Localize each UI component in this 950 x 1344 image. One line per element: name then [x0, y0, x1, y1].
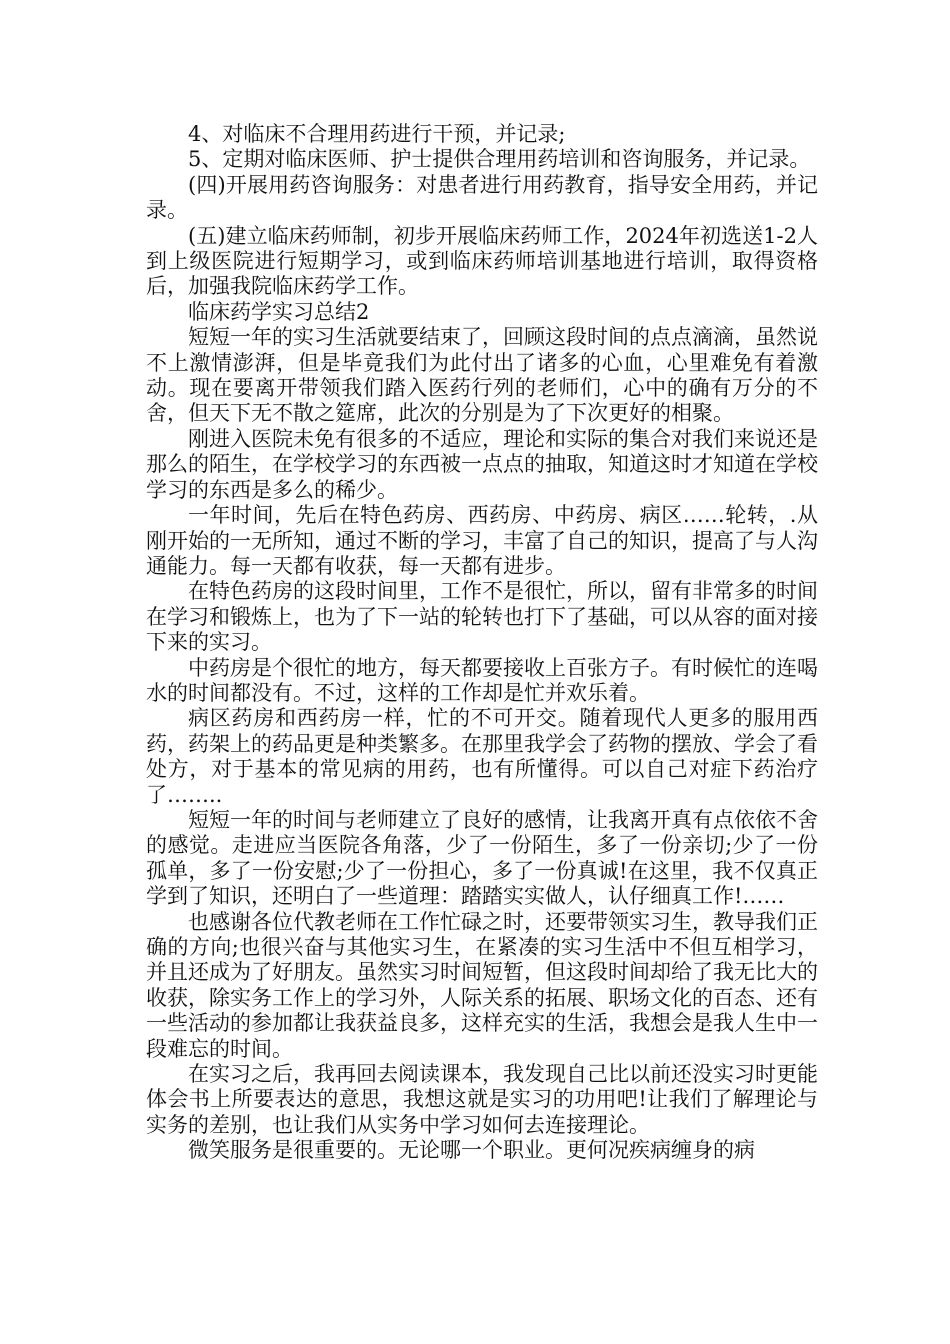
paragraph-clinical-pharmacist: (五)建立临床药师制，初步开展临床药师工作，2024年初选送1-2人到上级医院进行短期学习，或到临床药师培训基地进行培训，取得资格后，加强我院临床药学工作。: [146, 223, 818, 299]
paragraph-chinese-pharmacy: 中药房是个很忙的地方，每天都要接收上百张方子。有时候忙的连喝水的时间都没有。不过，这样的工作却是忙并欢乐着。: [146, 655, 818, 705]
paragraph-after-internship: 在实习之后，我再回去阅读课本，我发现自己比以前还没实习时更能体会书上所要表达的意思，我想这就是实习的功用吧!让我们了解理论与实务的差别，也让我们从实务中学习如何去连接理论。: [146, 1062, 818, 1137]
section-title: 临床药学实习总结2: [188, 299, 370, 324]
paragraph-rotation: 一年时间，先后在特色药房、西药房、中药房、病区……轮转，.从刚开始的一无所知，通过不断的学习，丰富了自己的知识，提高了与人沟通能力。每一天都有收获，每一天都有进步。: [146, 503, 818, 578]
paragraph-ward-pharmacy: 病区药房和西药房一样，忙的不可开交。随着现代人更多的服用西药，药架上的药品更是种类繁多。在那里我学会了药物的摆放、学会了看处方，对于基本的常见病的用药，也有所懂得。可以自己对症下药治疗了……..: [146, 706, 818, 807]
document-page: [146, 122, 818, 1164]
paragraph-arrival: 刚进入医院未免有很多的不适应，理论和实际的集合对我们来说还是那么的陌生，在学校学习的东西被一点点的抽取，知道这时才知道在学校学习的东西是多么的稀少。: [146, 426, 818, 502]
paragraph-intro: 短短一年的实习生活就要结束了，回顾这段时间的点点滴滴，虽然说不上激情澎湃，但是毕竟我们为此付出了诸多的心血，心里难免有着激动。现在要离开带领我们踏入医药行列的老师们，心中的确有万分的不舍，但天下无不散之筵席，此次的分别是为了下次更好的相聚。: [146, 325, 818, 426]
paragraph-thanks: 也感谢各位代教老师在工作忙碌之时，还要带领实习生，教导我们正确的方向;也很兴奋与其他实习生，在紧凑的实习生活中不但互相学习，并且还成为了好朋友。虽然实习时间短暂，但这段时间却给了我无比大的收获，除实务工作上的学习外，人际关系的拓展、职场文化的百态、还有一些活动的参加都让我获益良多，这样充实的生活，我想会是我人生中一段难忘的时间。: [146, 909, 818, 1061]
paragraph-item-4: 4、对临床不合理用药进行干预，并记录;: [188, 122, 566, 146]
paragraph-smile-service: 微笑服务是很重要的。无论哪一个职业。更何况疾病缠身的病: [188, 1138, 755, 1163]
paragraph-relationship: 短短一年的时间与老师建立了良好的感情，让我离开真有点依依不舍的感觉。走进应当医院各角落，少了一份陌生，多了一份亲切;少了一份孤单，多了一份安慰;少了一份担心，多了一份真诚!在这里，我不仅真正学到了知识，还明白了一些道理：踏踏实实做人，认仔细真工作!……: [146, 807, 818, 909]
paragraph-special-pharmacy: 在特色药房的这段时间里，工作不是很忙，所以，留有非常多的时间在学习和锻炼上，也为了下一站的轮转也打下了基础，可以从容的面对接下来的实习。: [146, 579, 818, 655]
paragraph-consulting: (四)开展用药咨询服务：对患者进行用药教育，指导安全用药，并记录。: [146, 172, 818, 223]
paragraph-item-5: 5、定期对临床医师、护士提供合理用药培训和咨询服务，并记录。: [188, 147, 811, 172]
